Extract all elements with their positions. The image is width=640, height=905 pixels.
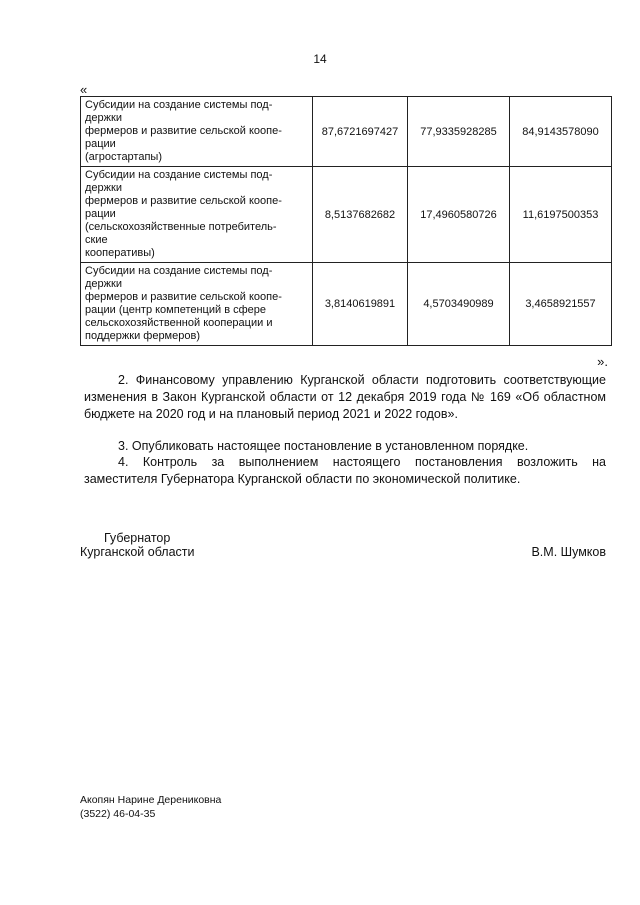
subsidy-label-line: фермеров и развитие сельской коопе- bbox=[85, 125, 282, 137]
subsidy-label-line: (агростартапы) bbox=[85, 151, 162, 163]
subsidies-table-body bbox=[81, 97, 612, 346]
quote-close-mark: ». bbox=[597, 354, 608, 369]
subsidy-label-line: фермеров и развитие сельской коопе- bbox=[85, 291, 282, 303]
subsidy-label-line: кооперативы) bbox=[85, 247, 155, 259]
quote-open-mark: « bbox=[80, 82, 88, 97]
subsidy-value-cell: 17,4960580726 bbox=[408, 167, 510, 263]
subsidies-table bbox=[80, 96, 612, 346]
contact-name: Акопян Нарине Дерениковна bbox=[80, 794, 222, 806]
subsidy-label-cell bbox=[81, 167, 313, 263]
subsidy-value-cell: 77,9335928285 bbox=[408, 97, 510, 167]
subsidy-label-line: держки bbox=[85, 278, 122, 290]
subsidy-value-cell: 4,5703490989 bbox=[408, 263, 510, 346]
table-row bbox=[81, 263, 612, 346]
signer-name: В.М. Шумков bbox=[531, 545, 606, 559]
page-number: 14 bbox=[313, 52, 327, 66]
subsidy-value-cell: 8,5137682682 bbox=[313, 167, 408, 263]
subsidy-label-line: фермеров и развитие сельской коопе- bbox=[85, 195, 282, 207]
subsidy-label-line: рации bbox=[85, 208, 116, 220]
subsidy-label-line: рации bbox=[85, 138, 116, 150]
subsidy-label-line: поддержки фермеров) bbox=[85, 330, 200, 342]
paragraph-2: 2. Финансовому управлению Курганской области подготовить соответствующие изменения в Закон Курганской области от 12 декабря 2019 года № 169 «Об областном бюджете на 2020 год и на плановый период 2021 и 2022 годов». bbox=[84, 373, 606, 421]
subsidy-label-line: (сельскохозяйственные потребитель- bbox=[85, 221, 277, 233]
subsidy-label-line: Субсидии на создание системы под- bbox=[85, 99, 273, 111]
subsidy-label-line: Субсидии на создание системы под- bbox=[85, 265, 273, 277]
subsidy-value-cell: 11,6197500353 bbox=[510, 167, 612, 263]
subsidy-label-line: рации (центр компетенций в сфере bbox=[85, 304, 267, 316]
subsidy-value-cell: 87,6721697427 bbox=[313, 97, 408, 167]
subsidy-label-cell bbox=[81, 263, 313, 346]
subsidy-label-cell bbox=[81, 97, 313, 167]
table-row bbox=[81, 167, 612, 263]
subsidy-label-line: держки bbox=[85, 182, 122, 194]
paragraph-4: 4. Контроль за выполнением настоящего постановления возложить на заместителя Губернатора Курганской области по экономической политике. bbox=[84, 455, 606, 486]
subsidy-label-line: держки bbox=[85, 112, 122, 124]
subsidy-label-line: Субсидии на создание системы под- bbox=[85, 169, 273, 181]
paragraph-3: 3. Опубликовать настоящее постановление в установленном порядке. bbox=[118, 439, 529, 453]
contact-phone: (3522) 46-04-35 bbox=[80, 808, 156, 820]
signer-title-line2: Курганской области bbox=[80, 545, 195, 559]
table-row bbox=[81, 97, 612, 167]
subsidy-label-line: ские bbox=[85, 234, 108, 246]
subsidy-value-cell: 84,9143578090 bbox=[510, 97, 612, 167]
subsidy-value-cell: 3,4658921557 bbox=[510, 263, 612, 346]
signer-title-line1: Губернатор bbox=[104, 531, 171, 545]
subsidy-label-line: сельскохозяйственной кооперации и bbox=[85, 317, 273, 329]
subsidy-value-cell: 3,8140619891 bbox=[313, 263, 408, 346]
